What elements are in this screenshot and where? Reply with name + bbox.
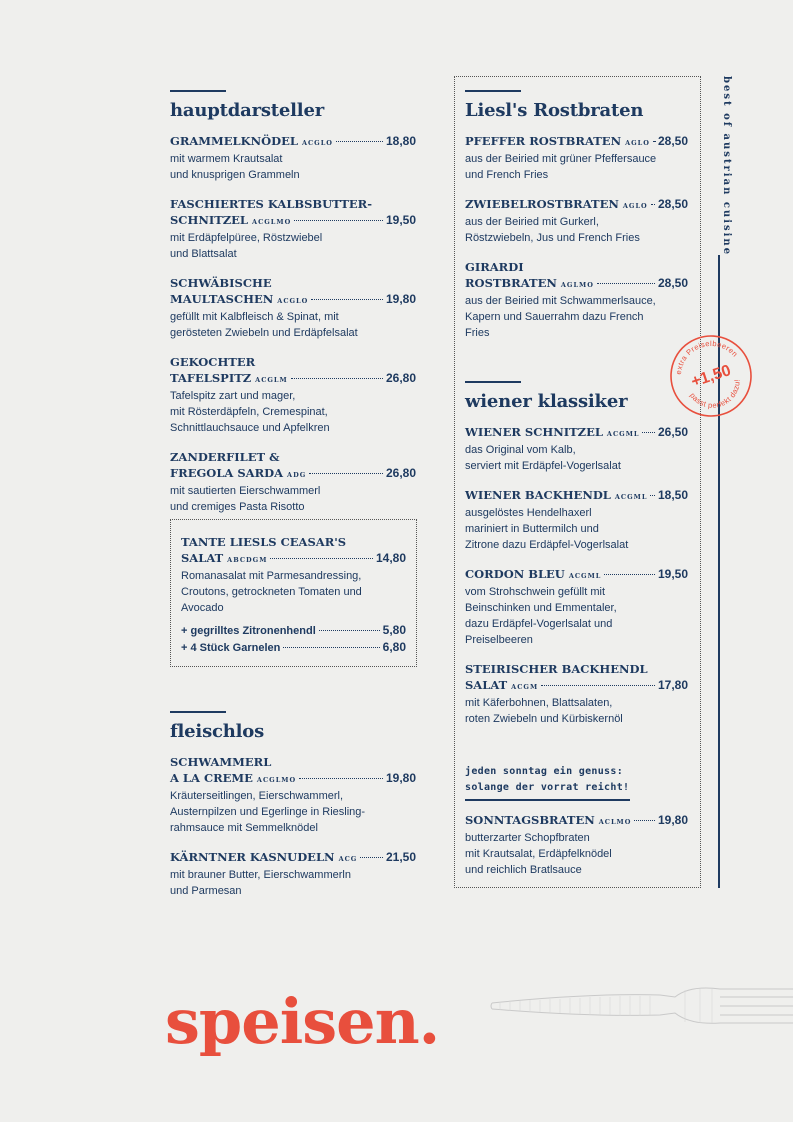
menu-item-cordon-bleu — [465, 566, 688, 648]
stamp-top-text: extra Preiselbeeren — [673, 338, 740, 375]
item-description: Fries — [465, 327, 490, 339]
item-name: A LA CREME — [170, 771, 253, 785]
item-description: mariniert in Buttermilch und — [465, 523, 599, 535]
item-name-line1: GIRARDI — [465, 260, 524, 274]
menu-item-grammelknoedel — [170, 133, 416, 183]
item-name: FREGOLA SARDA — [170, 466, 284, 480]
item-name: SCHNITZEL — [170, 213, 249, 227]
item-description: mit brauner Butter, Eierschwammerln — [170, 869, 351, 881]
sidebar-tagline: best of austrian cuisine — [721, 76, 732, 257]
allergen-codes: ACLMO — [598, 818, 632, 826]
item-name: WIENER BACKHENDL — [465, 488, 611, 502]
allergen-codes: ACGML — [614, 493, 648, 501]
item-description: aus der Beiried mit Gurkerl, — [465, 216, 599, 228]
item-description: Zitrone dazu Erdäpfel-Vogerlsalat — [465, 539, 629, 551]
menu-item-zwiebelrostbraten — [465, 196, 688, 246]
allergen-codes: ACGML — [606, 430, 640, 438]
item-name: ZWIEBELROSTBRATEN — [465, 197, 619, 211]
item-name: SALAT — [465, 678, 508, 692]
item-name: WIENER SCHNITZEL — [465, 425, 603, 439]
item-name: GRAMMELKNÖDEL — [170, 134, 298, 148]
item-price: 18,50 — [657, 488, 688, 502]
caesar-salad-box — [170, 519, 417, 667]
item-description: gerösteten Zwiebeln und Erdäpfelsalat — [170, 327, 358, 339]
item-description: gefüllt mit Kalbfleisch & Spinat, mit — [170, 311, 339, 323]
item-description: butterzarter Schopfbraten — [465, 832, 590, 844]
menu-item-backhendl-salat — [465, 661, 688, 727]
item-name-line1: SCHWÄBISCHE — [170, 276, 272, 290]
sunday-note — [465, 764, 630, 801]
menu-item-kalbsbutterschnitzel — [170, 196, 416, 262]
item-price: 26,80 — [385, 466, 416, 480]
item-description: und Parmesan — [170, 885, 242, 897]
item-description: Croutons, getrockneten Tomaten und — [181, 586, 362, 598]
menu-item-sonntagsbraten — [465, 812, 688, 878]
sunday-note-line: jeden sonntag ein genuss: — [465, 766, 624, 777]
item-price: 28,50 — [657, 197, 688, 211]
speisen-wordmark: speisen. — [165, 985, 440, 1058]
item-name: CORDON BLEU — [465, 567, 565, 581]
item-price: 18,80 — [385, 134, 416, 148]
menu-item-schwammerl — [170, 754, 416, 836]
item-name-line1: SCHWAMMERL — [170, 755, 272, 769]
item-name-line1: STEIRISCHER BACKHENDL — [465, 662, 648, 676]
stamp-bottom-text: passt perfekt dazu! — [688, 378, 742, 410]
sunday-note-line: solange der vorrat reicht! — [465, 782, 630, 793]
addon-price: 5,80 — [382, 623, 406, 637]
item-description: Avocado — [181, 602, 224, 614]
item-price: 28,50 — [657, 134, 688, 148]
item-description: ausgelöstes Hendelhaxerl — [465, 507, 592, 519]
item-description: aus der Beiried mit grüner Pfeffersauce — [465, 153, 657, 165]
allergen-codes: AGLO — [625, 139, 650, 147]
item-description: Kapern und Sauerrahm dazu French — [465, 311, 644, 323]
item-description: mit Erdäpfelpüree, Röstzwiebel — [170, 232, 323, 244]
sunday-section — [465, 764, 688, 891]
item-name: PFEFFER ROSTBRATEN — [465, 134, 622, 148]
item-description: mit Käferbohnen, Blattsalaten, — [465, 697, 613, 709]
item-description: mit warmem Krautsalat — [170, 153, 283, 165]
allergen-codes: ACGM — [511, 683, 539, 691]
menu-item-girardi-rostbraten — [465, 259, 688, 341]
menu-item-kasnudeln — [170, 849, 416, 899]
item-description: aus der Beiried mit Schwammerlsauce, — [465, 295, 656, 307]
item-price: 26,80 — [385, 371, 416, 385]
item-description: und French Fries — [465, 169, 549, 181]
item-name: ROSTBRATEN — [465, 276, 557, 290]
item-description: roten Zwiebeln und Kürbiskernöl — [465, 713, 623, 725]
menu-item-maultaschen — [170, 275, 416, 341]
allergen-codes: ABCDGM — [227, 556, 268, 564]
item-description: Beinschinken und Emmentaler, — [465, 602, 617, 614]
item-name: SALAT — [181, 551, 224, 565]
item-description: Kräuterseitlingen, Eierschwammerl, — [170, 790, 344, 802]
item-name: SONNTAGSBRATEN — [465, 813, 595, 827]
section-rule — [465, 90, 521, 92]
section-title-klassiker: wiener klassiker — [465, 391, 628, 412]
item-price: 19,80 — [385, 292, 416, 306]
addon-row — [181, 639, 406, 656]
item-description: vom Strohschwein gefüllt mit — [465, 586, 605, 598]
item-description: und reichlich Bratlsauce — [465, 864, 582, 876]
item-name: KÄRNTNER KASNUDELN — [170, 850, 335, 864]
item-name-line1: GEKOCHTER — [170, 355, 256, 369]
stamp-price: +1,50 — [689, 362, 734, 391]
fork-icon — [490, 975, 793, 1039]
fleischlos-section — [170, 711, 416, 912]
addon-label: + 4 Stück Garnelen — [181, 642, 281, 654]
item-description: das Original vom Kalb, — [465, 444, 576, 456]
item-description: Röstzwiebeln, Jus und French Fries — [465, 232, 640, 244]
addon-label: + gegrilltes Zitronenhendl — [181, 625, 316, 637]
section-title-fleischlos: fleischlos — [170, 721, 265, 742]
item-description: mit Krautsalat, Erdäpfelknödel — [465, 848, 612, 860]
section-rule — [465, 381, 521, 383]
allergen-codes: ACGLO — [301, 139, 333, 147]
item-description: Austernpilzen und Egerlinge in Riesling- — [170, 806, 366, 818]
item-description: und knusprigen Grammeln — [170, 169, 300, 181]
rostbraten-section — [465, 90, 688, 354]
item-price: 21,50 — [385, 850, 416, 864]
item-price: 26,50 — [657, 425, 688, 439]
menu-item-pfeffer-rostbraten — [465, 133, 688, 183]
item-price: 14,80 — [375, 551, 406, 565]
menu-item-zanderfilet — [170, 449, 416, 515]
item-name-line1: ZANDERFILET & — [170, 450, 280, 464]
allergen-codes: ACGLMO — [256, 776, 297, 784]
item-name: MAULTASCHEN — [170, 292, 274, 306]
item-description: Preiselbeeren — [465, 634, 533, 646]
section-rule — [170, 711, 226, 713]
addon-row — [181, 622, 406, 639]
item-name: TAFELSPITZ — [170, 371, 252, 385]
menu-item-wiener-backhendl — [465, 487, 688, 553]
item-price: 19,50 — [385, 213, 416, 227]
section-title-rostbraten: Liesl's Rostbraten — [465, 100, 644, 121]
item-price: 19,80 — [385, 771, 416, 785]
item-price: 19,50 — [657, 567, 688, 581]
item-description: Romanasalat mit Parmesandressing, — [181, 570, 362, 582]
item-price: 28,50 — [657, 276, 688, 290]
item-price: 19,80 — [657, 813, 688, 827]
item-price: 17,80 — [657, 678, 688, 692]
item-description: Schnittlauchsauce und Apfelkren — [170, 422, 330, 434]
item-name-line1: TANTE LIESLS CEASAR'S — [181, 535, 347, 549]
allergen-codes: ACGML — [568, 572, 602, 580]
preiselbeeren-stamp — [668, 333, 754, 419]
item-description: und Blattsalat — [170, 248, 237, 260]
section-title-hauptdarsteller: hauptdarsteller — [170, 100, 324, 121]
left-column — [170, 90, 416, 528]
klassiker-section — [465, 381, 688, 740]
item-description: mit Rösterdäpfeln, Cremespinat, — [170, 406, 328, 418]
addon-price: 6,80 — [382, 640, 406, 654]
menu-item-wiener-schnitzel — [465, 424, 688, 474]
item-description: dazu Erdäpfel-Vogerlsalat und — [465, 618, 613, 630]
allergen-codes: AGLO — [622, 202, 648, 210]
allergen-codes: AGLMO — [560, 281, 594, 289]
menu-item-tafelspitz — [170, 354, 416, 436]
allergen-codes: ACG — [338, 855, 358, 863]
item-description: rahmsauce mit Semmelknödel — [170, 822, 318, 834]
item-description: mit sautierten Eierschwammerl — [170, 485, 321, 497]
item-description: und cremiges Pasta Risotto — [170, 501, 305, 513]
allergen-codes: ACGLM — [255, 376, 288, 384]
allergen-codes: ACGLMO — [252, 218, 292, 226]
item-description: serviert mit Erdäpfel-Vogerlsalat — [465, 460, 621, 472]
item-description: Tafelspitz zart und mager, — [170, 390, 296, 402]
allergen-codes: ACGLO — [277, 297, 309, 305]
allergen-codes: ADG — [287, 471, 307, 479]
section-rule — [170, 90, 226, 92]
item-name-line1: FASCHIERTES KALBSBUTTER- — [170, 197, 372, 211]
